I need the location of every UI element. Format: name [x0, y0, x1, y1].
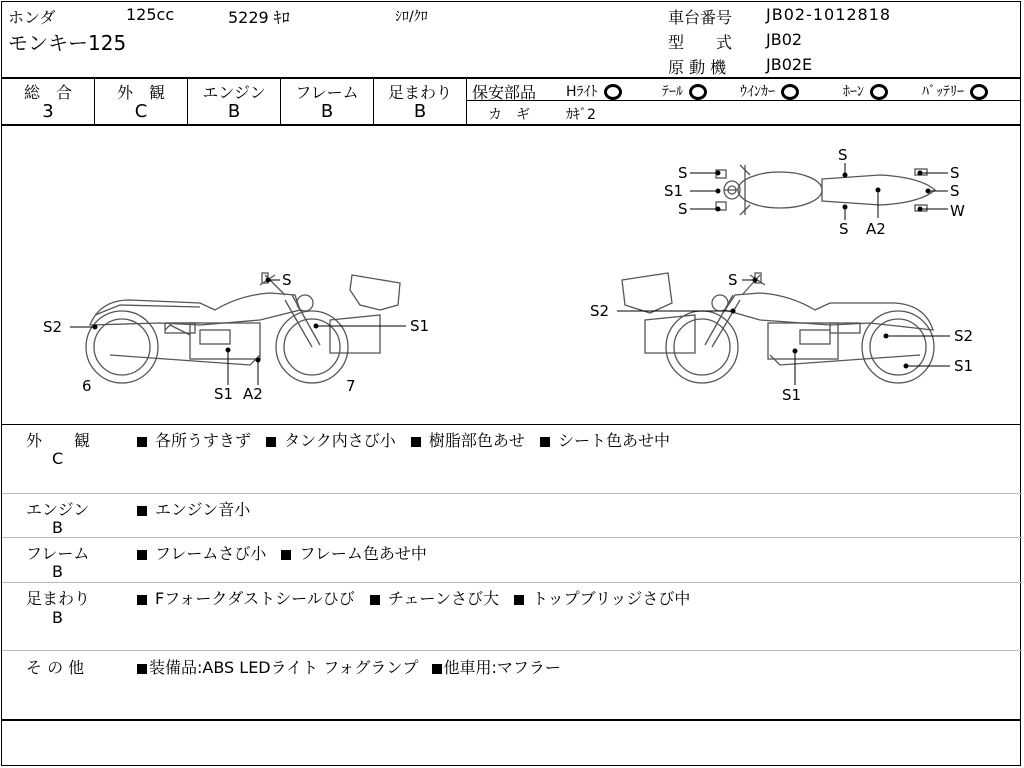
- bullet-icon: [514, 595, 524, 605]
- grade-top-border: [1, 77, 1021, 79]
- headlight-ok-icon: [604, 84, 622, 100]
- comment-grade-frame: B: [52, 562, 63, 581]
- comment-item: トップブリッジさび中: [532, 589, 691, 608]
- model-name: モンキー125: [8, 31, 127, 55]
- right-side-bike: [622, 273, 934, 383]
- top-label-s-1: S: [678, 164, 688, 182]
- comment-divider: [2, 537, 1022, 538]
- left-label-s1-bottom: S1: [214, 385, 234, 403]
- grade-label-suspension: 足まわり: [387, 83, 452, 102]
- grade-label-frame: フレーム: [295, 83, 359, 102]
- safety-item-horn: ﾎｰﾝ: [843, 81, 888, 101]
- top-label-w: W: [950, 202, 965, 220]
- comment-items-engine: [137, 497, 250, 520]
- left-label-s: S: [282, 271, 292, 289]
- left-label-6: 6: [82, 377, 92, 395]
- grade-value-exterior: C: [134, 101, 148, 122]
- comment-items-exterior: [137, 428, 670, 451]
- top-label-s-6: S: [839, 220, 849, 238]
- battery-ok-icon: [970, 84, 988, 100]
- left-label-a2: A2: [243, 385, 263, 403]
- comment-items-suspension: [137, 586, 690, 609]
- grade-label-exterior: 外 観: [116, 83, 165, 102]
- left-side-bike: [86, 273, 400, 383]
- comment-grade-engine: B: [52, 518, 63, 537]
- comment-item: チェーンさび大: [387, 589, 500, 608]
- winker-ok-icon: [781, 84, 799, 100]
- comment-item: フレーム色あせ中: [299, 544, 427, 563]
- comment-divider: [2, 650, 1022, 651]
- grade-value-frame: B: [320, 101, 334, 122]
- comment-item: シート色あせ中: [558, 431, 671, 450]
- safety-title: 保安部品: [472, 83, 537, 102]
- comment-item: 他車用:マフラー: [443, 658, 561, 677]
- safety-item-tail: ﾃｰﾙ: [662, 81, 707, 101]
- comment-items-other: [137, 655, 561, 678]
- left-label-s2: S2: [43, 318, 63, 336]
- comment-item: 各所うすきず: [155, 431, 252, 450]
- color: ｼﾛ/ｸﾛ: [395, 9, 428, 25]
- safety-item-battery: ﾊﾞｯﾃﾘｰ: [922, 81, 988, 101]
- right-label-s2-left: S2: [590, 302, 610, 320]
- top-label-s-5: S: [950, 182, 960, 200]
- bullet-icon: [137, 506, 147, 516]
- top-label-s1: S1: [664, 182, 684, 200]
- horn-ok-icon: [870, 84, 888, 100]
- comment-item: エンジン音小: [155, 500, 251, 519]
- grade-divider: [466, 78, 467, 124]
- chassis-value: JB02-1012818: [766, 5, 892, 24]
- right-label-s2-right: S2: [954, 327, 974, 345]
- key-value: ｶｷﾞ2: [566, 107, 596, 123]
- comment-label-frame: フレーム: [26, 544, 90, 563]
- type-value: JB02: [766, 30, 803, 49]
- top-view-bike: [716, 165, 935, 215]
- safety-item-winker: ｳｲﾝｶｰ: [740, 81, 799, 101]
- mileage: 5229 ｷﾛ: [228, 8, 290, 27]
- type-label: 型 式: [668, 33, 733, 52]
- bullet-icon: [137, 550, 147, 560]
- bullet-icon: [370, 595, 380, 605]
- maker: ホンダ: [8, 8, 56, 27]
- grade-label-overall: 総 合: [23, 83, 72, 102]
- chassis-label: 車台番号: [668, 8, 733, 27]
- key-label: カ ギ: [488, 107, 530, 123]
- comment-item: 樹脂部色あせ: [428, 431, 525, 450]
- comment-items-frame: [137, 541, 427, 564]
- bullet-icon: [281, 550, 291, 560]
- comment-item: タンク内さび小: [284, 431, 396, 450]
- top-label-a2: A2: [866, 220, 886, 238]
- comment-item: フレームさび小: [155, 544, 267, 563]
- engine-value: JB02E: [766, 55, 813, 74]
- safety-item-headlight: Hﾗｲﾄ: [566, 81, 622, 101]
- grade-value-suspension: B: [413, 101, 427, 122]
- bullet-icon: [266, 437, 276, 447]
- comment-grade-exterior: C: [52, 449, 64, 468]
- left-label-7: 7: [346, 377, 356, 395]
- grade-label-engine: エンジン: [202, 83, 266, 102]
- comment-label-engine: エンジン: [26, 500, 90, 519]
- comment-item: Fフォークダストシールひび: [155, 589, 355, 608]
- right-label-s: S: [728, 271, 738, 289]
- displacement: 125cc: [126, 5, 175, 24]
- bullet-icon: [137, 664, 147, 674]
- comment-divider: [2, 493, 1022, 494]
- top-label-s-3: S: [838, 146, 848, 164]
- bullet-icon: [137, 437, 147, 447]
- comment-label-exterior: 外 観: [26, 431, 91, 450]
- bullet-icon: [137, 595, 147, 605]
- right-label-s1-right: S1: [954, 357, 974, 375]
- comment-item: 装備品:ABS LEDライト フォグランプ: [149, 658, 419, 677]
- bullet-icon: [540, 437, 550, 447]
- bullet-icon: [411, 437, 421, 447]
- grade-value-overall: 3: [42, 101, 54, 122]
- motorcycle-diagram: [0, 125, 1024, 425]
- grade-value-engine: B: [227, 101, 241, 122]
- comment-label-suspension: 足まわり: [26, 589, 91, 608]
- tail-ok-icon: [689, 84, 707, 100]
- left-label-s1: S1: [410, 317, 430, 335]
- top-label-s-4: S: [950, 164, 960, 182]
- bullet-icon: [432, 664, 442, 674]
- comment-divider: [2, 582, 1022, 583]
- comment-label-other: そ の 他: [26, 658, 85, 677]
- comments-bottom-border: [1, 719, 1021, 721]
- top-label-s-2: S: [678, 200, 688, 218]
- engine-label: 原 動 機: [668, 58, 727, 77]
- right-label-s1-bottom: S1: [782, 386, 802, 404]
- comment-grade-suspension: B: [52, 608, 63, 627]
